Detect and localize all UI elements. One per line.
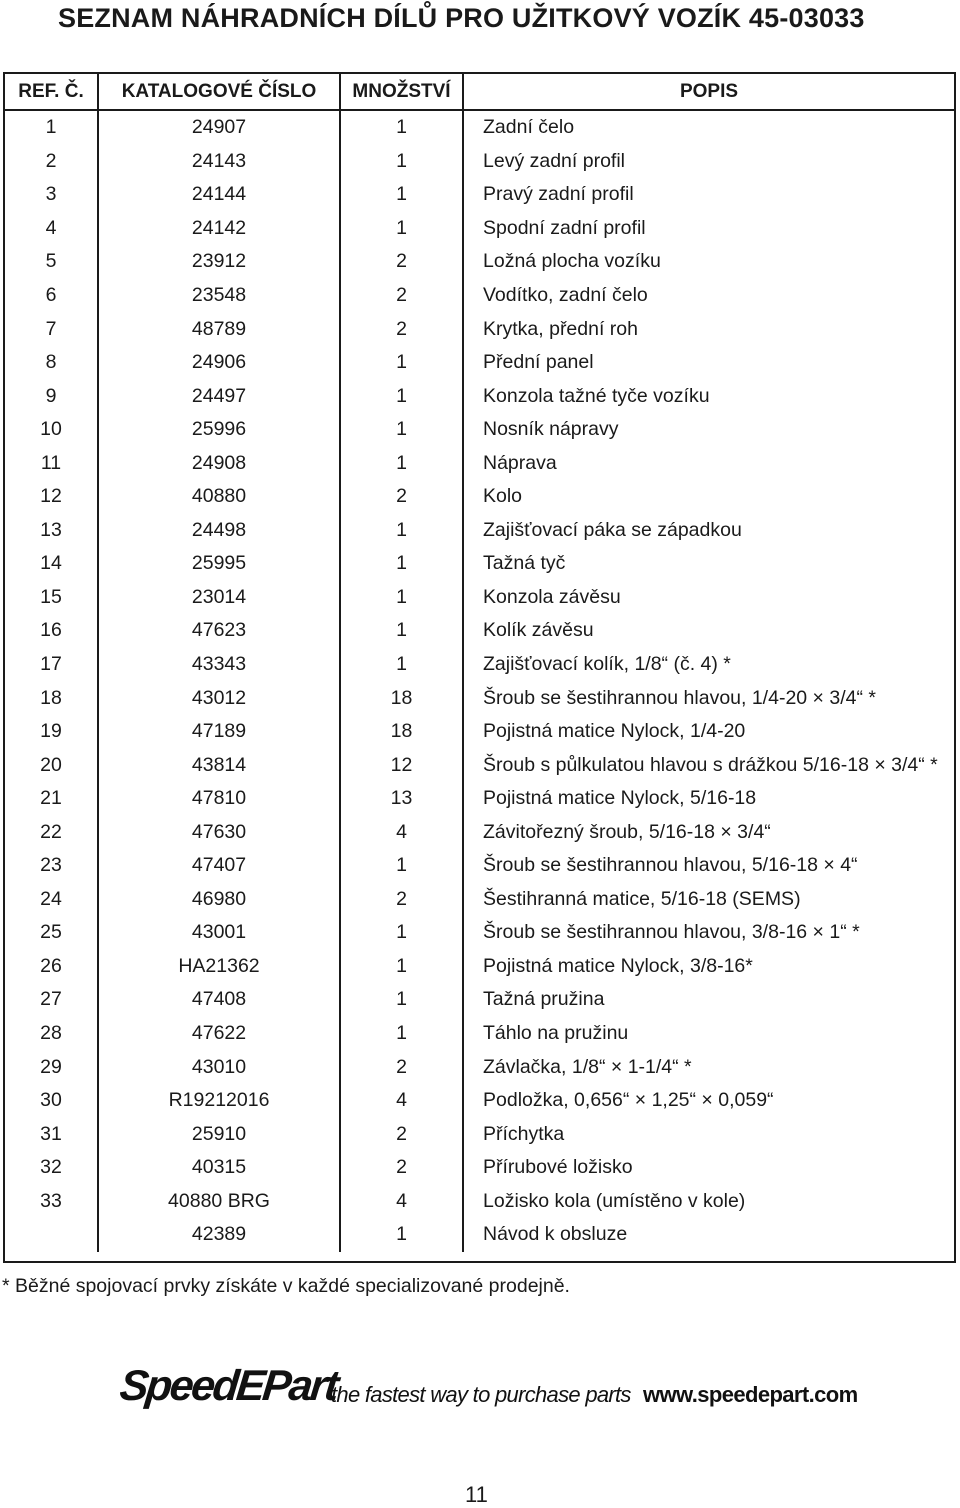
cell-ref: 30 xyxy=(40,1089,62,1112)
cell-ref: 20 xyxy=(40,753,62,776)
table-row xyxy=(5,782,954,816)
table-row xyxy=(5,748,954,782)
cell-ref: 24 xyxy=(40,887,62,910)
cell-catalog-number: 43010 xyxy=(98,1050,340,1084)
cell-catalog-number: 24906 xyxy=(98,346,340,380)
cell-quantity: 2 xyxy=(340,245,463,279)
cell-catalog-number: 43001 xyxy=(98,916,340,950)
cell-catalog-number: 47408 xyxy=(98,983,340,1017)
cell-ref: 21 xyxy=(40,787,62,810)
cell-description: Šroub se šestihrannou hlavou, 1/4-20 × 3/4“ * xyxy=(463,681,954,715)
table-row xyxy=(5,110,954,145)
cell-ref: 9 xyxy=(45,384,57,407)
table-row xyxy=(5,1017,954,1051)
cell-description: Přední panel xyxy=(463,346,954,380)
cell-description: Šroub se šestihrannou hlavou, 3/8-16 × 1“ * xyxy=(463,916,954,950)
column-header-quantity: MNOŽSTVÍ xyxy=(340,74,463,110)
page-title: SEZNAM NÁHRADNÍCH DÍLŮ PRO UŽITKOVÝ VOZÍK 45-03033 xyxy=(58,3,865,33)
cell-description: Šroub s půlkulatou hlavou s drážkou 5/16-18 × 3/4“ * xyxy=(463,748,954,782)
table-row xyxy=(5,916,954,950)
cell-catalog-number: 47630 xyxy=(98,815,340,849)
cell-description: Pojistná matice Nylock, 5/16-18 xyxy=(463,782,954,816)
cell-catalog-number: 43343 xyxy=(98,648,340,682)
footnote: * Běžné spojovací prvky získáte v každé specializované prodejně. xyxy=(2,1275,570,1297)
brand-tagline: the fastest way to purchase parts xyxy=(331,1382,631,1407)
cell-description: Spodní zadní profil xyxy=(463,212,954,246)
cell-quantity: 2 xyxy=(340,279,463,313)
cell-ref: 15 xyxy=(40,585,62,608)
cell-quantity: 2 xyxy=(340,1050,463,1084)
cell-quantity: 1 xyxy=(340,849,463,883)
cell-catalog-number: 42389 xyxy=(98,1218,340,1252)
cell-quantity: 2 xyxy=(340,312,463,346)
table-row xyxy=(5,648,954,682)
cell-description: Ložná plocha vozíku xyxy=(463,245,954,279)
cell-description: Zajišťovací páka se západkou xyxy=(463,514,954,548)
cell-ref: 12 xyxy=(40,485,62,508)
table-header-row xyxy=(5,74,954,110)
table-row xyxy=(5,1050,954,1084)
cell-quantity: 18 xyxy=(340,681,463,715)
cell-ref: 27 xyxy=(40,988,62,1011)
cell-ref: 13 xyxy=(40,518,62,541)
cell-description: Příchytka xyxy=(463,1117,954,1151)
cell-description: Pojistná matice Nylock, 1/4-20 xyxy=(463,715,954,749)
cell-catalog-number: 40315 xyxy=(98,1151,340,1185)
cell-catalog-number: 47623 xyxy=(98,614,340,648)
table-row xyxy=(5,346,954,380)
cell-ref xyxy=(5,1218,98,1252)
cell-ref: 28 xyxy=(40,1022,62,1045)
cell-ref: 6 xyxy=(45,284,57,306)
cell-description: Přírubové ložisko xyxy=(463,1151,954,1185)
cell-catalog-number: 40880 xyxy=(98,480,340,514)
cell-description: Šestihranná matice, 5/16-18 (SEMS) xyxy=(463,883,954,917)
cell-quantity: 1 xyxy=(340,950,463,984)
cell-description: Tažná pružina xyxy=(463,983,954,1017)
cell-catalog-number: 24144 xyxy=(98,178,340,212)
cell-description: Táhlo na pružinu xyxy=(463,1017,954,1051)
cell-quantity: 4 xyxy=(340,815,463,849)
cell-quantity: 1 xyxy=(340,110,463,145)
cell-ref: 32 xyxy=(40,1156,62,1179)
cell-quantity: 1 xyxy=(340,614,463,648)
cell-description: Kolík závěsu xyxy=(463,614,954,648)
cell-quantity: 1 xyxy=(340,581,463,615)
cell-catalog-number: 24498 xyxy=(98,514,340,548)
table-row xyxy=(5,1185,954,1219)
table-row xyxy=(5,413,954,447)
cell-catalog-number: 25910 xyxy=(98,1117,340,1151)
cell-catalog-number: 47189 xyxy=(98,715,340,749)
cell-catalog-number: 43012 xyxy=(98,681,340,715)
table-row xyxy=(5,480,954,514)
cell-quantity: 1 xyxy=(340,346,463,380)
cell-quantity: 4 xyxy=(340,1084,463,1118)
cell-catalog-number: 23912 xyxy=(98,245,340,279)
cell-catalog-number: R19212016 xyxy=(98,1084,340,1118)
cell-quantity: 2 xyxy=(340,1117,463,1151)
cell-ref: 23 xyxy=(40,854,62,877)
cell-ref: 14 xyxy=(40,552,62,575)
cell-ref: 16 xyxy=(40,619,62,642)
cell-description: Ložisko kola (umístěno v kole) xyxy=(463,1185,954,1219)
cell-description: Návod k obsluze xyxy=(463,1218,954,1252)
table-row xyxy=(5,379,954,413)
cell-quantity: 1 xyxy=(340,212,463,246)
speedepart-logo: SpeedEPart xyxy=(117,1362,339,1410)
table-row xyxy=(5,145,954,179)
column-header-catalog-number: KATALOGOVÉ ČÍSLO xyxy=(98,74,340,110)
table-row xyxy=(5,446,954,480)
cell-quantity: 1 xyxy=(340,178,463,212)
cell-ref: 26 xyxy=(40,954,62,977)
cell-ref: 31 xyxy=(40,1122,62,1145)
cell-catalog-number: 47407 xyxy=(98,849,340,883)
cell-description: Podložka, 0,656“ × 1,25“ × 0,059“ xyxy=(463,1084,954,1118)
brand-footer xyxy=(117,1362,880,1422)
cell-catalog-number: HA21362 xyxy=(98,950,340,984)
cell-ref: 10 xyxy=(40,418,62,441)
page-number: 11 xyxy=(465,1482,488,1507)
cell-quantity: 1 xyxy=(340,983,463,1017)
cell-description: Pravý zadní profil xyxy=(463,178,954,212)
cell-catalog-number: 25996 xyxy=(98,413,340,447)
cell-quantity: 1 xyxy=(340,413,463,447)
cell-description: Krytka, přední roh xyxy=(463,312,954,346)
parts-table-body xyxy=(5,110,954,1252)
cell-ref: 17 xyxy=(40,653,62,676)
cell-quantity: 1 xyxy=(340,1017,463,1051)
cell-catalog-number: 46980 xyxy=(98,883,340,917)
table-row xyxy=(5,1218,954,1252)
table-row xyxy=(5,614,954,648)
cell-description: Nosník nápravy xyxy=(463,413,954,447)
cell-description: Náprava xyxy=(463,446,954,480)
cell-quantity: 1 xyxy=(340,648,463,682)
cell-quantity: 12 xyxy=(340,748,463,782)
table-row xyxy=(5,1084,954,1118)
cell-ref: 1 xyxy=(45,116,57,139)
cell-description: Konzola závěsu xyxy=(463,581,954,615)
table-row xyxy=(5,883,954,917)
cell-ref: 5 xyxy=(45,250,57,273)
table-row xyxy=(5,1151,954,1185)
table-row xyxy=(5,983,954,1017)
cell-description: Zadní čelo xyxy=(463,110,954,145)
cell-quantity: 2 xyxy=(340,1151,463,1185)
cell-catalog-number: 24497 xyxy=(98,379,340,413)
cell-description: Konzola tažné tyče vozíku xyxy=(463,379,954,413)
cell-description: Tažná tyč xyxy=(463,547,954,581)
cell-catalog-number: 47622 xyxy=(98,1017,340,1051)
cell-catalog-number: 40880 BRG xyxy=(98,1185,340,1219)
cell-ref: 7 xyxy=(45,317,57,340)
table-row xyxy=(5,245,954,279)
cell-ref: 33 xyxy=(40,1189,62,1212)
table-row xyxy=(5,514,954,548)
table-row xyxy=(5,681,954,715)
column-header-description: POPIS xyxy=(463,74,954,110)
parts-table xyxy=(5,74,954,1252)
cell-description: Levý zadní profil xyxy=(463,145,954,179)
table-row xyxy=(5,312,954,346)
cell-quantity: 1 xyxy=(340,446,463,480)
cell-description: Kolo xyxy=(463,480,954,514)
table-row xyxy=(5,815,954,849)
table-row xyxy=(5,715,954,749)
table-row xyxy=(5,581,954,615)
cell-description: Závlačka, 1/8“ × 1-1/4“ * xyxy=(463,1050,954,1084)
cell-catalog-number: 43814 xyxy=(98,748,340,782)
cell-ref: 19 xyxy=(40,720,62,743)
cell-quantity: 2 xyxy=(340,883,463,917)
cell-quantity: 1 xyxy=(340,1218,463,1252)
cell-ref: 29 xyxy=(40,1055,62,1078)
cell-catalog-number: 23548 xyxy=(98,279,340,313)
cell-ref: 11 xyxy=(40,451,62,474)
cell-catalog-number: 23014 xyxy=(98,581,340,615)
cell-description: Vodítko, zadní čelo xyxy=(463,279,954,313)
cell-description: Zajišťovací kolík, 1/8“ (č. 4) * xyxy=(463,648,954,682)
cell-catalog-number: 24143 xyxy=(98,145,340,179)
cell-quantity: 2 xyxy=(340,480,463,514)
cell-ref: 22 xyxy=(40,820,62,843)
cell-quantity: 1 xyxy=(340,379,463,413)
cell-quantity: 1 xyxy=(340,145,463,179)
parts-table-box xyxy=(3,72,956,1263)
table-row xyxy=(5,178,954,212)
cell-quantity: 4 xyxy=(340,1185,463,1219)
cell-catalog-number: 24907 xyxy=(98,110,340,145)
cell-catalog-number: 25995 xyxy=(98,547,340,581)
table-row xyxy=(5,849,954,883)
cell-description: Šroub se šestihrannou hlavou, 5/16-18 × 4“ xyxy=(463,849,954,883)
cell-quantity: 13 xyxy=(340,782,463,816)
cell-catalog-number: 24142 xyxy=(98,212,340,246)
column-header-ref: REF. Č. xyxy=(5,74,98,110)
table-row xyxy=(5,950,954,984)
cell-ref: 18 xyxy=(40,686,62,709)
table-row xyxy=(5,547,954,581)
table-row xyxy=(5,1117,954,1151)
cell-ref: 3 xyxy=(45,183,57,206)
cell-ref: 25 xyxy=(40,921,62,944)
cell-quantity: 1 xyxy=(340,547,463,581)
cell-catalog-number: 48789 xyxy=(98,312,340,346)
cell-catalog-number: 47810 xyxy=(98,782,340,816)
brand-url: www.speedepart.com xyxy=(643,1382,858,1407)
cell-description: Závitořezný šroub, 5/16-18 × 3/4“ xyxy=(463,815,954,849)
cell-ref: 4 xyxy=(45,216,57,239)
cell-quantity: 1 xyxy=(340,916,463,950)
cell-quantity: 18 xyxy=(340,715,463,749)
cell-quantity: 1 xyxy=(340,514,463,548)
cell-catalog-number: 24908 xyxy=(98,446,340,480)
cell-ref: 8 xyxy=(45,351,57,374)
cell-description: Pojistná matice Nylock, 3/8-16* xyxy=(463,950,954,984)
cell-ref: 2 xyxy=(45,149,57,172)
table-row xyxy=(5,212,954,246)
table-row xyxy=(5,279,954,313)
